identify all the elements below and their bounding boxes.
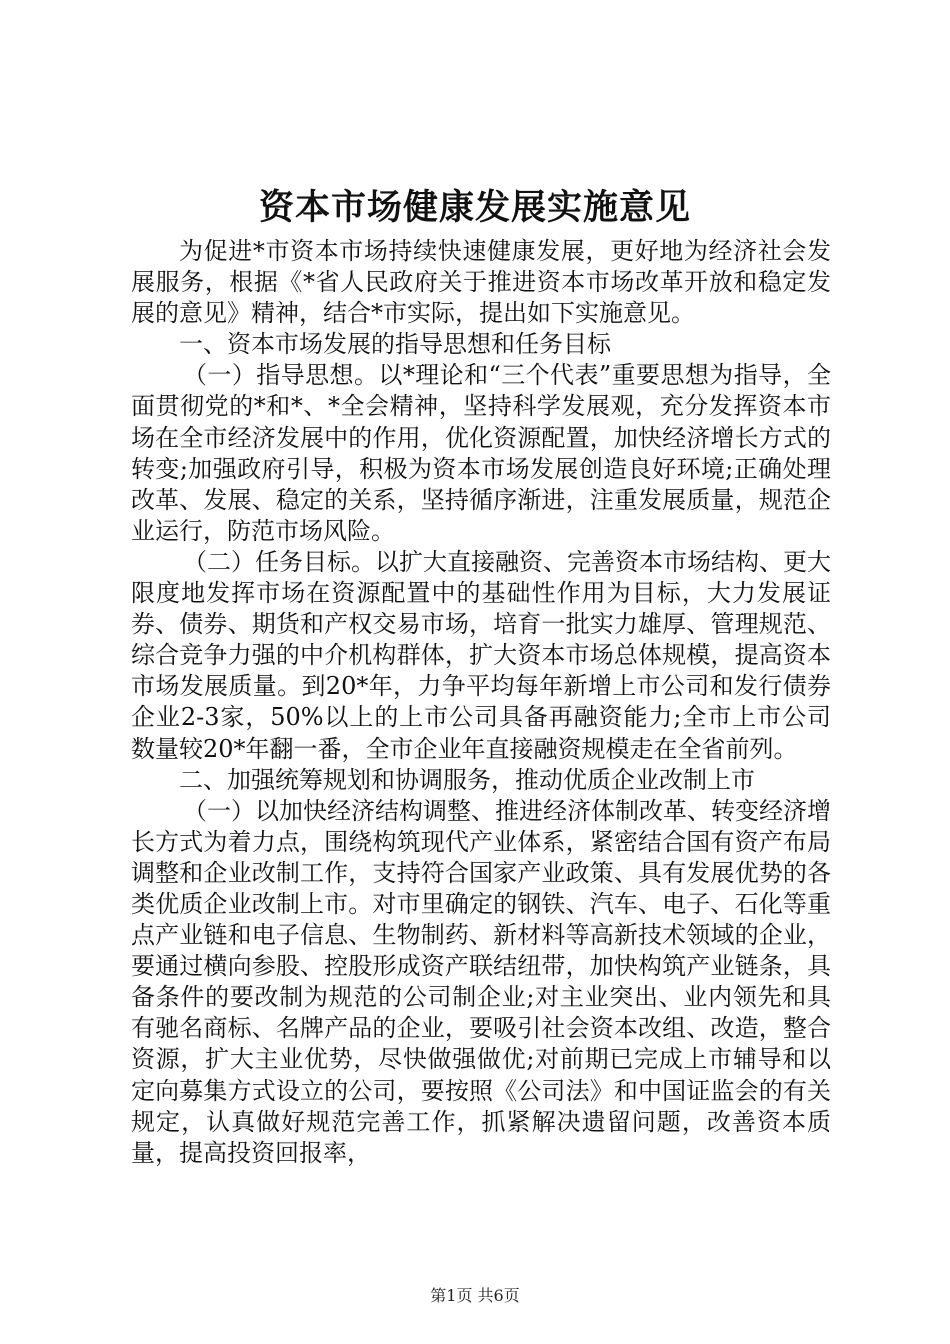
paragraph-task-goals: （二）任务目标。以扩大直接融资、完善资本市场结构、更大限度地发挥市场在资源配置中的基础性作用为目标，大力发展证券、债券、期货和产权交易市场，培育一批实力雄厚、管理规范、综合竞争力强的中介机构群体，扩大资本市场总体规模，提高资本市场发展质量。到20*年，力争平均每年新增上市公司和发行债券企业2-3家，50%以上的上市公司具备再融资能力;全市上市公司数量较20*年翻一番，全市企业年直接融资规模走在全省前列。 (131, 547, 831, 763)
page-footer: 第1页 共6页 (430, 1286, 520, 1305)
section-heading-1: 一、资本市场发展的指导思想和任务目标 (179, 330, 611, 359)
paragraph-intro: 为促进*市资本市场持续快速健康发展，更好地为经济社会发展服务，根据《*省人民政府关于推进资本市场改革开放和稳定发展的意见》精神，结合*市实际，提出如下实施意见。 (131, 237, 831, 328)
section-heading-2: 二、加强统筹规划和协调服务，推动优质企业改制上市 (179, 765, 755, 794)
paragraph-restructuring: （一）以加快经济结构调整、推进经济体制改革、转变经济增长方式为着力点，围绕构筑现代产业体系，紧密结合国有资产布局调整和企业改制工作，支持符合国家产业政策、具有发展优势的各类优质企业改制上市。对市里确定的钢铁、汽车、电子、石化等重点产业链和电子信息、生物制药、新材料等高新技术领域的企业，要通过横向参股、控股形成资产联结纽带，加快构筑产业链条，具备条件的要改制为规范的公司制企业;对主业突出、业内领先和具有驰名商标、名牌产品的企业，要吸引社会资本改组、改造，整合资源，扩大主业优势，尽快做强做优;对前期已完成上市辅导和以定向募集方式设立的公司，要按照《公司法》和中国证监会的有关规定，认真做好规范完善工作，抓紧解决遗留问题，改善资本质量，提高投资回报率， (131, 796, 831, 1167)
page-title: 资本市场健康发展实施意见 (258, 187, 691, 228)
paragraph-guiding-thought: （一）指导思想。以*理论和“三个代表”重要思想为指导，全面贯彻党的*和*、*全会精神，坚持科学发展观，充分发挥资本市场在全市经济发展中的作用，优化资源配置，加快经济增长方式的转变;加强政府引导，积极为资本市场发展创造良好环境;正确处理改革、发展、稳定的关系，坚持循序渐进，注重发展质量，规范企业运行，防范市场风险。 (131, 361, 831, 545)
document-body (131, 236, 831, 1169)
